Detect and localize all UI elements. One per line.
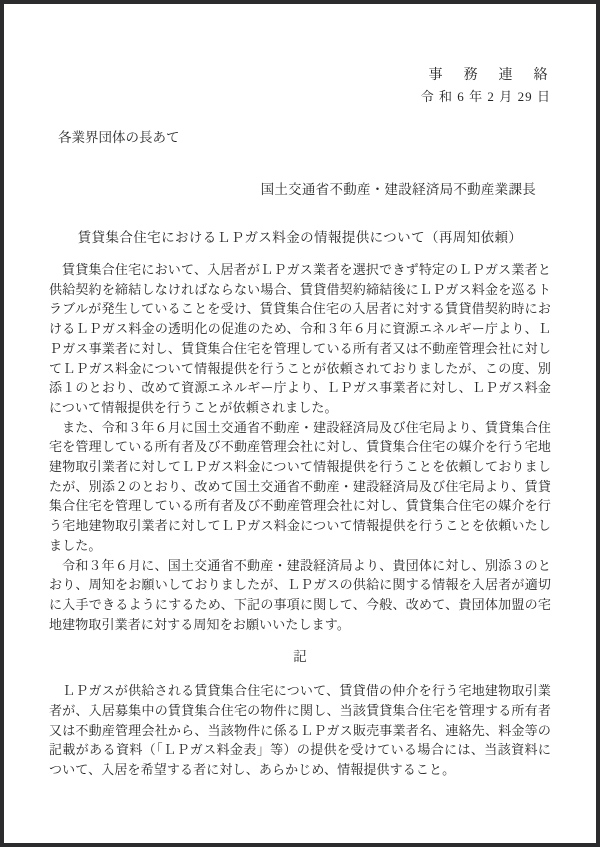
body-paragraph-1: 賃貸集合住宅において、入居者がＬＰガス業者を選択できず特定のＬＰガス業者と供給契約を締結しなければならない場合、賃貸借契約締結後にＬＰガス料金を巡るトラブルが発生していることを受け、賃貸集合住宅の入居者に対する賃貸借契約時におけるＬＰガス料金の透明化の促進のため、令和３年６月に資源エネルギー庁より、ＬＰガス事業者に対し、賃貸集合住宅を管理している所有者又は不動産管理会社に対してＬＰガス料金について情報提供を行うことが依頼されておりましたが、この度、別添１のとおり、改めて資源エネルギー庁より、ＬＰガス事業者に対し、ＬＰガス料金について情報提供を行うことが依頼されました。 [49,262,551,415]
ki-heading: 記 [293,649,307,665]
document-body [4,260,596,634]
body-paragraph-3: 令和３年６月に、国土交通省不動産・建設経済局より、貴団体に対し、別添３のとおり、周知をお願いしておりましたが、ＬＰガスの供給に関する情報を入居者が適切に入手できるようにするため、下記の事項に関して、今般、改めて、貴団体加盟の宅地建物取引業者に対する周知をお願いいたします。 [49,557,551,632]
notice-paragraph: ＬＰガスが供給される賃貸集合住宅について、賃貸借の仲介を行う宅地建物取引業者が、入居募集中の賃貸集合住宅の物件に関し、当該賃貸集合住宅を管理する所有者又は不動産管理会社から、当該物件に係るＬＰガス販売事業者名、連絡先、料金等の記載がある資料（「ＬＰガス料金表」等）の提供を受けている場合には、当該資料について、入居を希望する者に対し、あらかじめ、情報提供すること。 [49,683,551,778]
notice-section [4,681,596,780]
doc-type-label: 事 務 連 絡 [428,68,551,83]
sender-line: 国土交通省不動産・建設経済局不動産業課長 [260,182,536,197]
document-header [4,66,596,108]
document-title: 賃貸集合住宅におけるＬＰガス料金の情報提供について（再周知依頼） [77,230,523,245]
addressee-line: 各業界団体の長あて [58,130,180,145]
doc-date: 令 和 6 年 2 月 29 日 [420,89,551,104]
body-paragraph-2: また、令和３年６月に国土交通省不動産・建設経済局及び住宅局より、賃貸集合住宅を管理している所有者及び不動産管理会社に対し、賃貸集合住宅の媒介を行う宅地建物取引業者に対してＬＰガス料金について情報提供を行うことを依頼しておりましたが、別添２のとおり、改めて国土交通省不動産・建設経済局及び住宅局より、賃貸集合住宅を管理している所有者及び不動産管理会社に対し、賃貸集合住宅の媒介を行う宅地建物取引業者に対してＬＰガス料金について情報提供を行うことを依頼いたしました。 [49,419,551,553]
